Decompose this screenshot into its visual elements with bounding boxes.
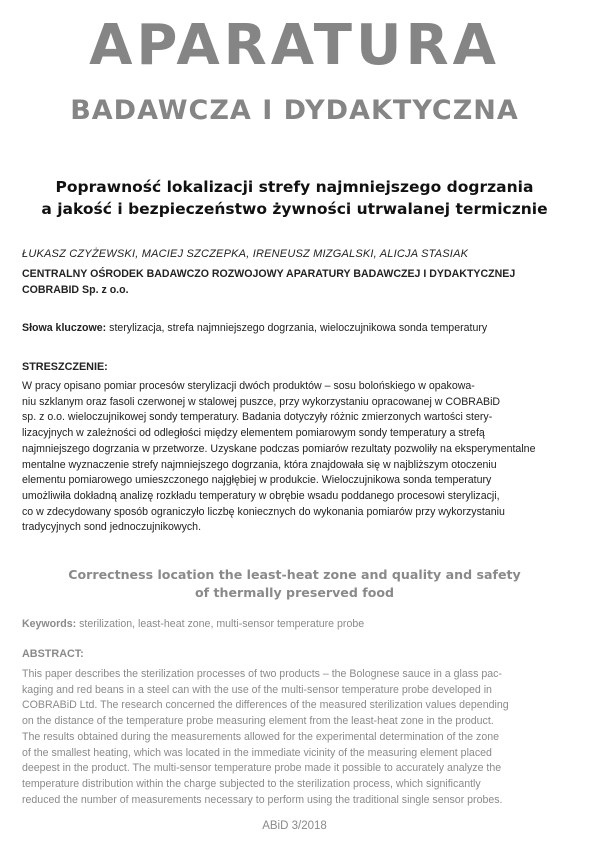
abstract-en: [22, 667, 569, 808]
keywords-en-label: Keywords:: [22, 618, 77, 630]
keywords-pl-label: Słowa kluczowe:: [22, 322, 107, 334]
abstract-pl-line: sp. z o.o. wieloczujnikowej sondy temperatury. Badania dotyczyły różnic zmierzonych wartości stery-: [22, 411, 493, 424]
english-title-line: Correctness location the least-heat zone and quality and safety: [68, 567, 521, 582]
abstract-en-line: reduced the number of measurements necessary to perform using the traditional single sensor probes.: [22, 793, 503, 806]
authors: ŁUKASZ CZYŻEWSKI, MACIEJ SZCZEPKA, IRENEUSZ MIZGALSKI, ALICJA STASIAK: [22, 248, 469, 260]
abstract-en-line: of the smallest heating, which was located in the immediate vicinity of the measuring element placed: [22, 746, 492, 759]
abstract-en-line: on the distance of the temperature probe measuring element from the least-heat zone in the product.: [22, 715, 494, 728]
abstract-en-label: ABSTRACT:: [22, 648, 84, 660]
english-title: [20, 566, 569, 602]
abstract-pl-line: niu szklanym oraz fasoli czerwonej w stalowej puszce, przy wykorzystaniu opracowanej w COBRABiD: [22, 395, 501, 408]
abstract-pl-line: elementu pomiarowego umieszczonego najgłębiej w produkcie. Wieloczujnikowa sonda temperatury: [22, 474, 492, 487]
english-title-line: of thermally preserved food: [194, 585, 395, 600]
keywords-en-text: sterilization, least-heat zone, multi-sensor temperature probe: [79, 618, 365, 630]
affiliation-line: COBRABID Sp. z o.o.: [22, 284, 129, 296]
paper-title: [20, 176, 569, 220]
affiliation: [22, 266, 572, 298]
keywords-en: [22, 618, 572, 630]
abstract-pl-line: tradycyjnych sond jednoczujnikowych.: [22, 521, 202, 534]
abstract-pl: [22, 379, 569, 536]
abstract-en-line: The results obtained during the measurements allowed for the experimental determination of the zone: [22, 730, 499, 743]
abstract-pl-line: lizacyjnych w zależności od odległości między elementem pomiarowym sondy temperatury a strefą: [22, 427, 485, 440]
abstract-en-line: temperature distribution within the charge subjected to the sterilization process, which significantly: [22, 777, 481, 790]
abstract-pl-line: umożliwiła dokładną analizę rozkładu temperatury w obrębie wsadu poddanego procesowi sterylizacji,: [22, 489, 500, 502]
affiliation-line: CENTRALNY OŚRODEK BADAWCZO ROZWOJOWY APARATURY BADAWCZEJ I DYDAKTYCZNEJ: [22, 268, 516, 280]
abstract-pl-line: mentalne wyznaczenie strefy najmniejszego dogrzania, która znajdowała się w najbliższym otoczeniu: [22, 458, 497, 471]
abstract-en-line: COBRABiD Ltd. The research concerned the differences of the measured sterilization values depending: [22, 699, 509, 712]
abstract-pl-line: najmniejszego dogrzania w przetworze. Uzyskane podczas pomiarów rezultaty pozwoliły na eksperymentalne: [22, 442, 536, 455]
abstract-en-line: kaging and red beans in a steel can with the use of the multi-sensor temperature probe developed in: [22, 683, 492, 696]
abstract-en-line: deepest in the product. The multi-sensor temperature probe made it possible to accurately analyze the: [22, 762, 502, 775]
journal-title: APARATURA: [89, 13, 500, 78]
abstract-pl-label: STRESZCZENIE:: [22, 361, 108, 373]
abstract-pl-line: W pracy opisano pomiar procesów sterylizacji dwóch produktów – sosu bolońskiego w opakowa-: [22, 380, 475, 392]
page-footer: ABiD 3/2018: [262, 820, 327, 832]
keywords-pl: [22, 322, 572, 334]
journal-subtitle: BADAWCZA I DYDAKTYCZNA: [70, 95, 519, 126]
paper-title-line: a jakość i bezpieczeństwo żywności utrwalanej termicznie: [41, 200, 548, 218]
abstract-en-line: This paper describes the sterilization processes of two products – the Bolognese sauce in a glass pac-: [22, 668, 502, 680]
paper-title-line: Poprawność lokalizacji strefy najmniejszego dogrzania: [55, 178, 534, 196]
keywords-pl-text: sterylizacja, strefa najmniejszego dogrzania, wieloczujnikowa sonda temperatury: [109, 322, 488, 334]
abstract-pl-line: co w zdecydowany sposób ograniczyło liczbę koniecznych do wykonania pomiarów przy wykorzystaniu: [22, 505, 505, 518]
